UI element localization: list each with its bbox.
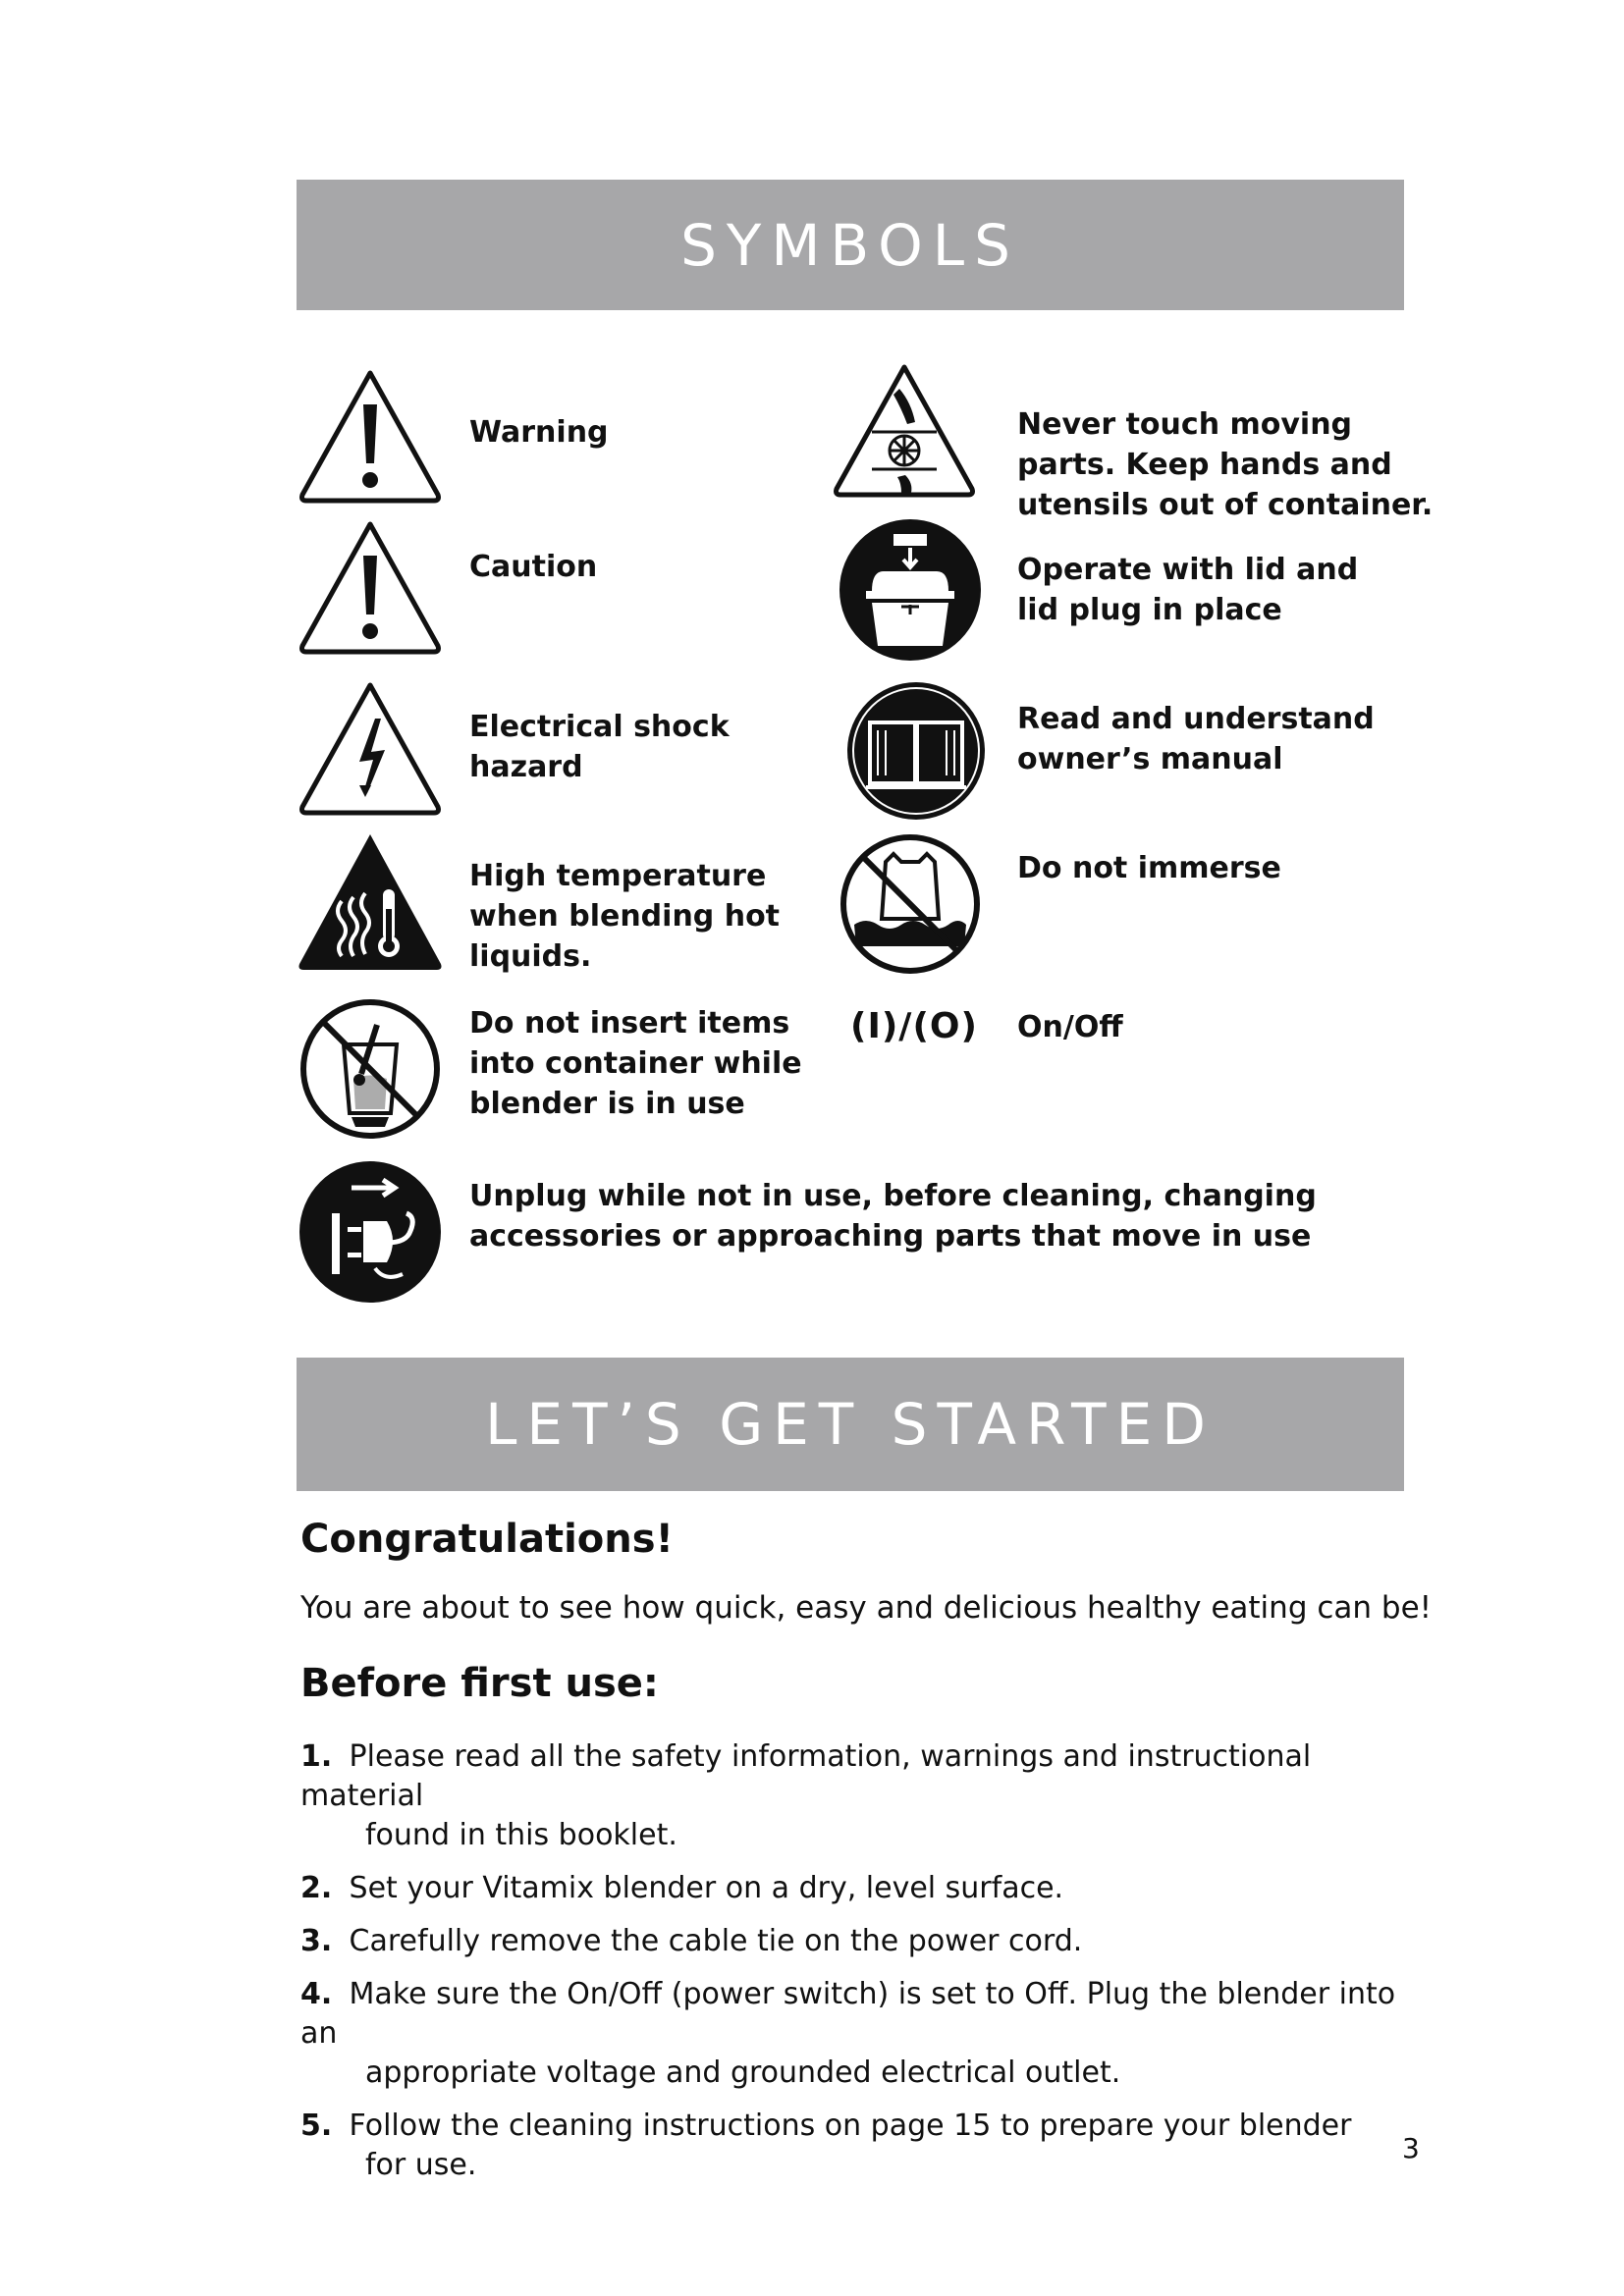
congratulations-heading: Congratulations! xyxy=(300,1517,674,1562)
unplug-label: Unplug while not in use, before cleaning, changing accessories or approaching parts that move in use xyxy=(469,1179,1317,1254)
no-insert-label: Do not insert items into container while blender is in use xyxy=(469,1006,802,1121)
read-manual-label: Read and understand owner’s manual xyxy=(1017,702,1375,776)
page-number: 3 xyxy=(1402,2132,1420,2164)
step-item xyxy=(300,1869,1420,1908)
step-number: 5. xyxy=(300,2109,333,2143)
step-text: Set your Vitamix blender on a dry, level surface. xyxy=(349,1871,1064,1905)
on-off-glyph: (I)/(O) xyxy=(850,1006,978,1046)
step-text: Please read all the safety information, warnings and instructional material xyxy=(300,1739,1312,1813)
symbols-title: SYMBOLS xyxy=(680,211,1020,279)
moving-parts-icon xyxy=(831,359,978,507)
step-item xyxy=(300,2107,1420,2185)
caution-label: Caution xyxy=(469,550,598,584)
step-number: 3. xyxy=(300,1924,333,1958)
before-first-use-steps xyxy=(300,1737,1420,2199)
caution-triangle-icon xyxy=(297,516,444,664)
warning-triangle-icon xyxy=(297,365,444,512)
step-number: 4. xyxy=(300,1977,333,2011)
congratulations-text: You are about to see how quick, easy and delicious healthy eating can be! xyxy=(300,1590,1433,1626)
before-first-use-heading: Before first use: xyxy=(300,1661,659,1706)
step-number: 2. xyxy=(300,1871,333,1905)
step-item xyxy=(300,1975,1420,2093)
on-off-label: On/Off xyxy=(1017,1010,1123,1044)
step-text-continued: appropriate voltage and grounded electrical outlet. xyxy=(365,2056,1121,2090)
step-text-continued: found in this booklet. xyxy=(365,1818,677,1852)
unplug-icon xyxy=(297,1158,444,1306)
high-temperature-label: High temperature when blending hot liquids. xyxy=(469,859,781,974)
step-text: Make sure the On/Off (power switch) is set to Off. Plug the blender into an xyxy=(300,1977,1396,2051)
symbols-banner xyxy=(297,180,1404,310)
warning-label: Warning xyxy=(469,415,609,450)
read-manual-icon xyxy=(842,677,990,825)
step-text: Carefully remove the cable tie on the power cord. xyxy=(349,1924,1083,1958)
high-temperature-icon xyxy=(297,830,444,978)
electrical-shock-icon xyxy=(297,677,444,825)
do-not-immerse-label: Do not immerse xyxy=(1017,851,1281,885)
moving-parts-label: Never touch moving parts. Keep hands and utensils out of container. xyxy=(1017,407,1434,522)
step-item xyxy=(300,1737,1420,1855)
getting-started-banner xyxy=(297,1358,1404,1491)
getting-started-title: LET’S GET STARTED xyxy=(485,1391,1216,1458)
lid-in-place-icon xyxy=(837,516,984,664)
lid-in-place-label: Operate with lid and lid plug in place xyxy=(1017,553,1359,627)
step-text-continued: for use. xyxy=(365,2148,477,2182)
step-number: 1. xyxy=(300,1739,333,1774)
electrical-shock-label: Electrical shock hazard xyxy=(469,710,730,784)
do-not-immerse-icon xyxy=(837,830,984,978)
step-item xyxy=(300,1922,1420,1961)
no-insert-icon xyxy=(297,995,444,1143)
step-text: Follow the cleaning instructions on page 15 to prepare your blender xyxy=(349,2109,1352,2143)
